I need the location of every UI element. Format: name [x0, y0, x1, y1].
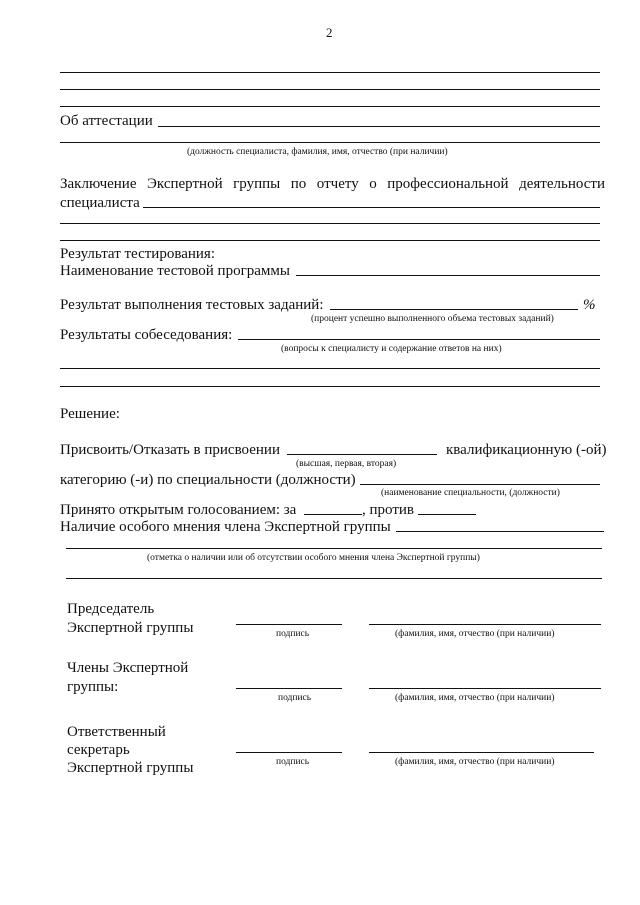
chair-name-line[interactable] — [369, 624, 601, 625]
secretary-sign-hint: подпись — [276, 757, 310, 767]
blank-line — [60, 368, 600, 369]
members-label-line2: группы: — [67, 679, 119, 695]
attestation-label: Об аттестации — [60, 113, 153, 129]
interview-input-line[interactable] — [238, 339, 600, 340]
chair-name-hint: (фамилия, имя, отчество (при наличии) — [395, 629, 555, 639]
secretary-name-line[interactable] — [369, 752, 594, 753]
conclusion-line2: специалиста — [60, 195, 140, 211]
testing-heading: Результат тестирования: — [60, 246, 215, 262]
vote-for-input-line[interactable] — [304, 514, 362, 515]
attestation-input-line[interactable] — [158, 126, 600, 127]
category-hint: (высшая, первая, вторая) — [296, 459, 397, 469]
vote-against-input-line[interactable] — [418, 514, 476, 515]
members-name-hint: (фамилия, имя, отчество (при наличии) — [395, 693, 555, 703]
blank-line — [66, 578, 602, 579]
blank-line — [60, 386, 600, 387]
interview-hint: (вопросы к специалисту и содержание ответов на них) — [281, 344, 502, 354]
test-program-input-line[interactable] — [296, 275, 600, 276]
secretary-name-hint: (фамилия, имя, отчество (при наличии) — [395, 757, 555, 767]
blank-line — [60, 223, 600, 224]
secretary-signature-line[interactable] — [236, 752, 342, 753]
category-input-line[interactable] — [287, 454, 437, 455]
percent-sign: % — [583, 297, 596, 313]
blank-line — [60, 72, 600, 73]
test-tasks-input-line[interactable] — [330, 309, 578, 310]
members-label-line1: Члены Экспертной — [67, 660, 189, 676]
chair-signature-line[interactable] — [236, 624, 342, 625]
members-signature-line[interactable] — [236, 688, 342, 689]
secretary-label-line1: Ответственный — [67, 724, 166, 740]
test-tasks-hint: (процент успешно выполненного объема тестовых заданий) — [311, 314, 554, 324]
blank-line — [60, 89, 600, 90]
blank-line — [66, 548, 602, 549]
category-label: категорию (-и) по специальности (должности) — [60, 472, 356, 488]
blank-line — [60, 240, 600, 241]
secretary-label-line3: Экспертной группы — [67, 760, 194, 776]
vote-label: Принято открытым голосованием: за — [60, 502, 297, 518]
opinion-hint: (отметка о наличии или об отсутствии особого мнения члена Экспертной группы) — [147, 553, 480, 563]
conclusion-line1: Заключение Экспертной группы по отчету о профессиональной деятельности — [60, 176, 605, 192]
specialty-hint: (наименование специальности, (должности) — [381, 488, 560, 498]
assign-label: Присвоить/Отказать в присвоении — [60, 442, 280, 458]
interview-label: Результаты собеседования: — [60, 327, 233, 343]
test-program-label: Наименование тестовой программы — [60, 263, 290, 279]
opinion-label: Наличие особого мнения члена Экспертной группы — [60, 519, 391, 535]
secretary-label-line2: секретарь — [67, 742, 130, 758]
members-sign-hint: подпись — [278, 693, 312, 703]
assign-suffix: квалификационную (-ой) — [446, 442, 607, 458]
chair-sign-hint: подпись — [276, 629, 310, 639]
test-tasks-label: Результат выполнения тестовых заданий: — [60, 297, 324, 313]
members-name-line[interactable] — [369, 688, 601, 689]
opinion-input-line[interactable] — [396, 531, 604, 532]
chair-label-line1: Председатель — [67, 601, 155, 617]
blank-line — [60, 106, 600, 107]
decision-heading: Решение: — [60, 406, 120, 422]
vote-against-label: , против — [362, 502, 414, 518]
conclusion-input-line[interactable] — [143, 207, 600, 208]
chair-label-line2: Экспертной группы — [67, 620, 194, 636]
attestation-hint: (должность специалиста, фамилия, имя, отчество (при наличии) — [187, 147, 448, 157]
blank-line — [60, 142, 600, 143]
page-number: 2 — [326, 25, 333, 40]
specialty-input-line[interactable] — [360, 484, 600, 485]
